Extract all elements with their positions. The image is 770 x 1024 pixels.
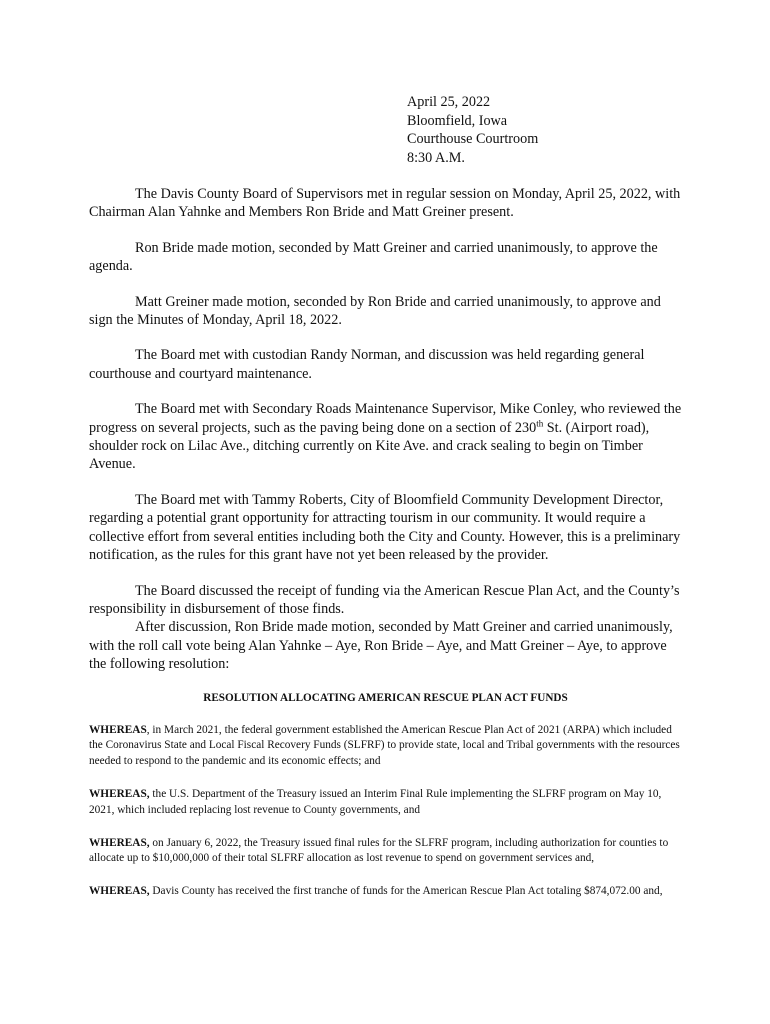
clause-text: the U.S. Department of the Treasury issued an Interim Final Rule implementing the SLFRF program on May 10, 2021, which included replacing lost revenue to County governments, and	[89, 787, 662, 816]
paragraph-arpa-discussion: The Board discussed the receipt of funding via the American Rescue Plan Act, and the County’s responsibility in disbursement of those finds.	[89, 582, 680, 617]
clause-text: Davis County has received the first tranche of funds for the American Rescue Plan Act totaling $874,072.00 and,	[149, 885, 663, 898]
paragraph-agenda-motion: Ron Bride made motion, seconded by Matt Greiner and carried unanimously, to approve the agenda.	[89, 239, 658, 275]
resolution-clause	[89, 723, 682, 770]
meeting-location: Bloomfield, Iowa	[407, 112, 508, 129]
whereas-label: WHEREAS,	[89, 885, 150, 898]
meeting-time: 8:30 A.M.	[407, 149, 465, 166]
meeting-place: Courthouse Courtroom	[407, 131, 539, 147]
meeting-date: April 25, 2022	[407, 94, 491, 110]
paragraph-grant: The Board met with Tammy Roberts, City of Bloomfield Community Development Director, regarding a potential grant opportunity for attracting tourism in our community. It would require a collective effort from several entities including both the City and County. However, this is a preliminary notification, as the rules for this grant have not yet been released by the provider.	[89, 491, 681, 564]
resolution-clause	[89, 884, 682, 900]
ordinal-suffix: th	[536, 417, 544, 428]
whereas-label: WHEREAS,	[89, 836, 150, 849]
resolution-clause	[89, 787, 682, 819]
paragraph-custodian: The Board met with custodian Randy Norman, and discussion was held regarding general courthouse and courtyard maintenance.	[89, 347, 645, 382]
paragraph-secondary-roads	[89, 400, 682, 474]
paragraph-session: The Davis County Board of Supervisors met in regular session on Monday, April 25, 2022, with Chairman Alan Yahnke and Members Ron Bride and Matt Greiner present.	[89, 186, 681, 221]
roads-text-start: The Board met with Secondary Roads Maintenance Supervisor, Mike Conley, who reviewed the progress on several projects, such as the paving being done on a section of 230	[89, 401, 682, 436]
paragraph-minutes-motion: Matt Greiner made motion, seconded by Ron Bride and carried unanimously, to approve and sign the Minutes of Monday, April 18, 2022.	[89, 293, 661, 329]
resolution-clause	[89, 836, 682, 868]
resolution-title: RESOLUTION ALLOCATING AMERICAN RESCUE PLAN ACT FUNDS	[203, 691, 568, 704]
paragraph-resolution-motion: After discussion, Ron Bride made motion, seconded by Matt Greiner and carried unanimously, with the roll call vote being Alan Yahnke – Aye, Ron Bride – Aye, and Matt Greiner – Aye, to approve the following resolution:	[89, 619, 673, 673]
clause-text: , in March 2021, the federal government established the American Rescue Plan Act of 2021 (ARPA) which included the Coronavirus State and Local Fiscal Recovery Funds (SLFRF) to provide state, local and Tribal governments with the resources needed to respond to the pandemic and its economic effects; and	[89, 723, 680, 768]
whereas-label: WHEREAS,	[89, 787, 150, 800]
meeting-header	[407, 93, 682, 167]
whereas-label: WHEREAS	[89, 723, 147, 736]
roads-text-end: St. (Airport road), shoulder rock on Lilac Ave., ditching currently on Kite Ave. and crack sealing to begin on Timber Avenue.	[89, 419, 650, 473]
clause-text: on January 6, 2022, the Treasury issued final rules for the SLFRF program, including authorization for counties to allocate up to $10,000,000 of their total SLFRF allocation as lost revenue to spend on government services and,	[89, 836, 669, 865]
